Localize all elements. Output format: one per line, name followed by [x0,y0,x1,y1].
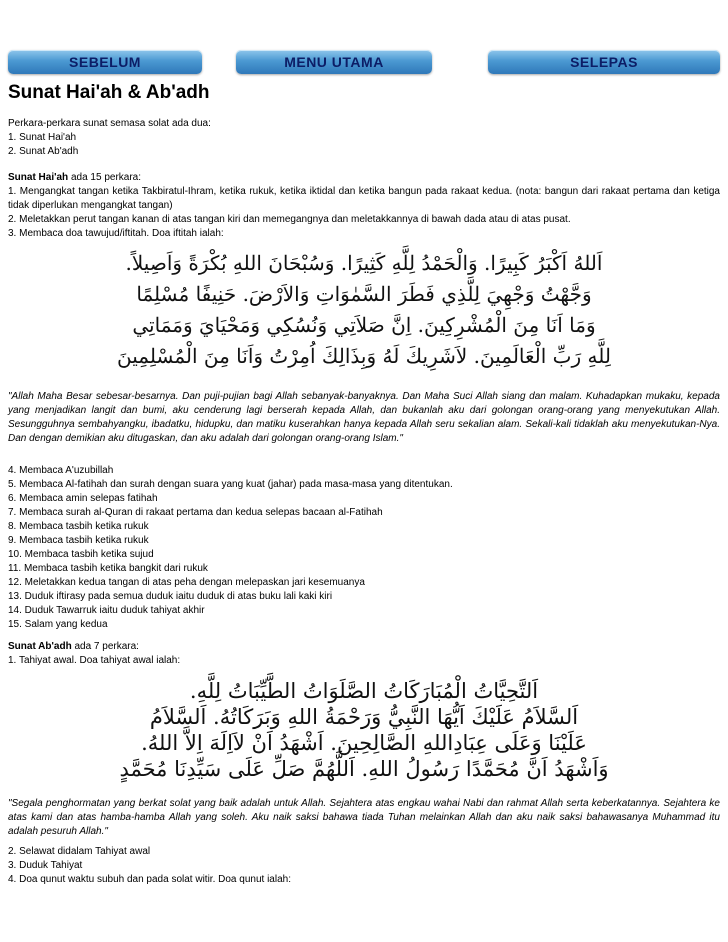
list-item: 8. Membaca tasbih ketika rukuk [8,521,149,532]
ab-adh-term: Sunat Ab'adh [8,641,72,652]
intro-item: 2. Sunat Ab'adh [8,146,79,157]
list-item: 11. Membaca tasbih ketika bangkit dari rukuk [8,563,208,574]
arabic-line: وَاَشْهَدُ اَنَّ مُحَمَّدًا رَسُولُ اللهِ. اَللَّهُمَّ صَلِّ عَلَى سَيِّدِنَا مُحَمَّدٍ [119,757,609,781]
list-item: 7. Membaca surah al-Quran di rakaat pertama dan kedua selepas bacaan al-Fatihah [8,507,383,518]
arabic-line: لِلَّهِ رَبِّ الْعَالَمِينَ. لاَشَرِيكَ لَهُ وَبِذَالِكَ اُمِرْتُ وَاَنَا مِنَ الْمُسْلِمِينَ [117,344,611,368]
main-menu-button[interactable]: MENU UTAMA [236,50,432,74]
list-item: 4. Membaca A'uzubillah [8,465,114,476]
list-item: 5. Membaca Al-fatihah dan surah dengan suara yang kuat (jahar) pada masa-masa yang ditentukan. [8,479,453,490]
list-item: 13. Duduk iftirasy pada semua duduk iaitu duduk di atas buku lali kaki kiri [8,591,333,602]
hai-ah-list [8,464,720,632]
hai-ah-heading [8,171,720,185]
tahiyat-translation [8,797,720,839]
translation-text: "Allah Maha Besar sebesar-besarnya. Dan puji-pujian bagi Allah sebanyak-banyaknya. Dan Maha Suci Allah siang dan malam. Kuhadapkan mukaku, kepada yang menjadikan langit dan bumi, aku cenderung lagi berserah kepada Allah, dan bukanlah aku dari golongan orang-orang yang menyekutukan Allah. Sesungguhnya sembahyangku, ibadatku, hidupku, dan matiku kuserahkan hanya kepada Allah seru sekalian alam. Sekali-kali tidaklah aku menyekutukan-Nya. Dan dengan demikian aku ditugaskan, dan aku adalah dari golongan orang-orang Islam." [8,391,720,444]
arabic-line: وَمَا اَنَا مِنَ الْمُشْرِكِينَ. اِنَّ صَلاَتِي وَنُسُكِي وَمَحْيَايَ وَمَمَاتِي [132,313,596,337]
list-item: 4. Doa qunut waktu subuh dan pada solat witir. Doa qunut ialah: [8,874,291,885]
ab-adh-section [8,640,720,668]
next-button[interactable]: SELEPAS [488,50,720,74]
arabic-line: عَلَيْنَا وَعَلَى عِبَادِاللهِ الصَّالِحِينَ. اَشْهَدُ اَنْ لاَاِلَهَ اِلاَّ اللهُ. [141,731,587,755]
arabic-line: اَلسَّلاَمُ عَلَيْكَ اَيُّهَا النَّبِيُّ وَرَحْمَةُ اللهِ وَبَرَكَاتُهُ. اَلسَّلاَمُ [149,705,579,729]
list-item: 3. Membaca doa tawujud/iftitah. Doa iftitah ialah: [8,228,224,239]
ab-adh-count: ada 7 perkara: [71,641,139,652]
doa-tahiyat-arabic [10,678,718,782]
list-item: 6. Membaca amin selepas fatihah [8,493,158,504]
hai-ah-section [8,171,720,241]
list-item: 14. Duduk Tawarruk iaitu duduk tahiyat akhir [8,605,205,616]
previous-button[interactable]: SEBELUM [8,50,202,74]
page-title: Sunat Hai'ah & Ab'adh [8,82,210,103]
ab-adh-list [8,845,720,887]
intro-section [8,117,720,159]
hai-ah-term: Sunat Hai'ah [8,172,69,183]
list-item: 3. Duduk Tahiyat [8,860,83,871]
arabic-line: اَللهُ اَكْبَرُ كَبِيرًا. وَالْحَمْدُ لِلَّهِ كَثِيرًا. وَسُبْحَانَ اللهِ بُكْرَةً وَاَصِيلاً. [125,251,603,275]
list-item: 15. Salam yang kedua [8,619,108,630]
list-item: 9. Membaca tasbih ketika rukuk [8,535,149,546]
list-item: 12. Meletakkan kedua tangan di atas peha dengan melepaskan jari kesemuanya [8,577,365,588]
iftitah-translation [8,390,720,446]
translation-text: "Segala penghormatan yang berkat solat yang baik adalah untuk Allah. Sejahtera atas engkau wahai Nabi dan rahmat Allah serta keberkatannya. Sejahtera ke atas kami dan atas hamba-hamba Allah yang soleh. Aku naik saksi bahawa tiada Tuhan melainkan Allah dan aku naik saksi bahawasanya Muhammad itu adalah pesuruh Allah." [8,798,720,837]
arabic-line: اَلتَّحِيَّاتُ الْمُبَارَكَاتُ الصَّلَوَاتُ الطَّيِّبَاتُ لِلَّهِ. [189,679,539,703]
hai-ah-count: ada 15 perkara: [68,172,141,183]
list-item: 1. Tahiyat awal. Doa tahiyat awal ialah: [8,655,181,666]
intro-item: 1. Sunat Hai'ah [8,132,77,143]
list-item: 2. Selawat didalam Tahiyat awal [8,846,151,857]
arabic-line: وَجَّهْتُ وَجْهِيَ لِلَّذِي فَطَرَ السَّمٰوَاتِ وَالاَرْضَ. حَنِيفًا مُسْلِمًا [136,282,592,306]
list-item: 2. Meletakkan perut tangan kanan di atas tangan kiri dan memegangnya dan meletakkannya di bawah dada atau di atas pusat. [8,214,571,225]
list-item: 10. Membaca tasbih ketika sujud [8,549,154,560]
ab-adh-heading [8,640,720,654]
list-item: 1. Mengangkat tangan ketika Takbiratul-Ihram, ketika rukuk, ketika iktidal dan ketika bangun pada rakaat kedua. (nota: bangun dari rakaat pertama dan ketiga tidak diperlukan mengangkat tangan) [8,186,720,211]
intro-lead: Perkara-perkara sunat semasa solat ada dua: [8,118,211,129]
doa-iftitah-arabic [10,248,718,372]
